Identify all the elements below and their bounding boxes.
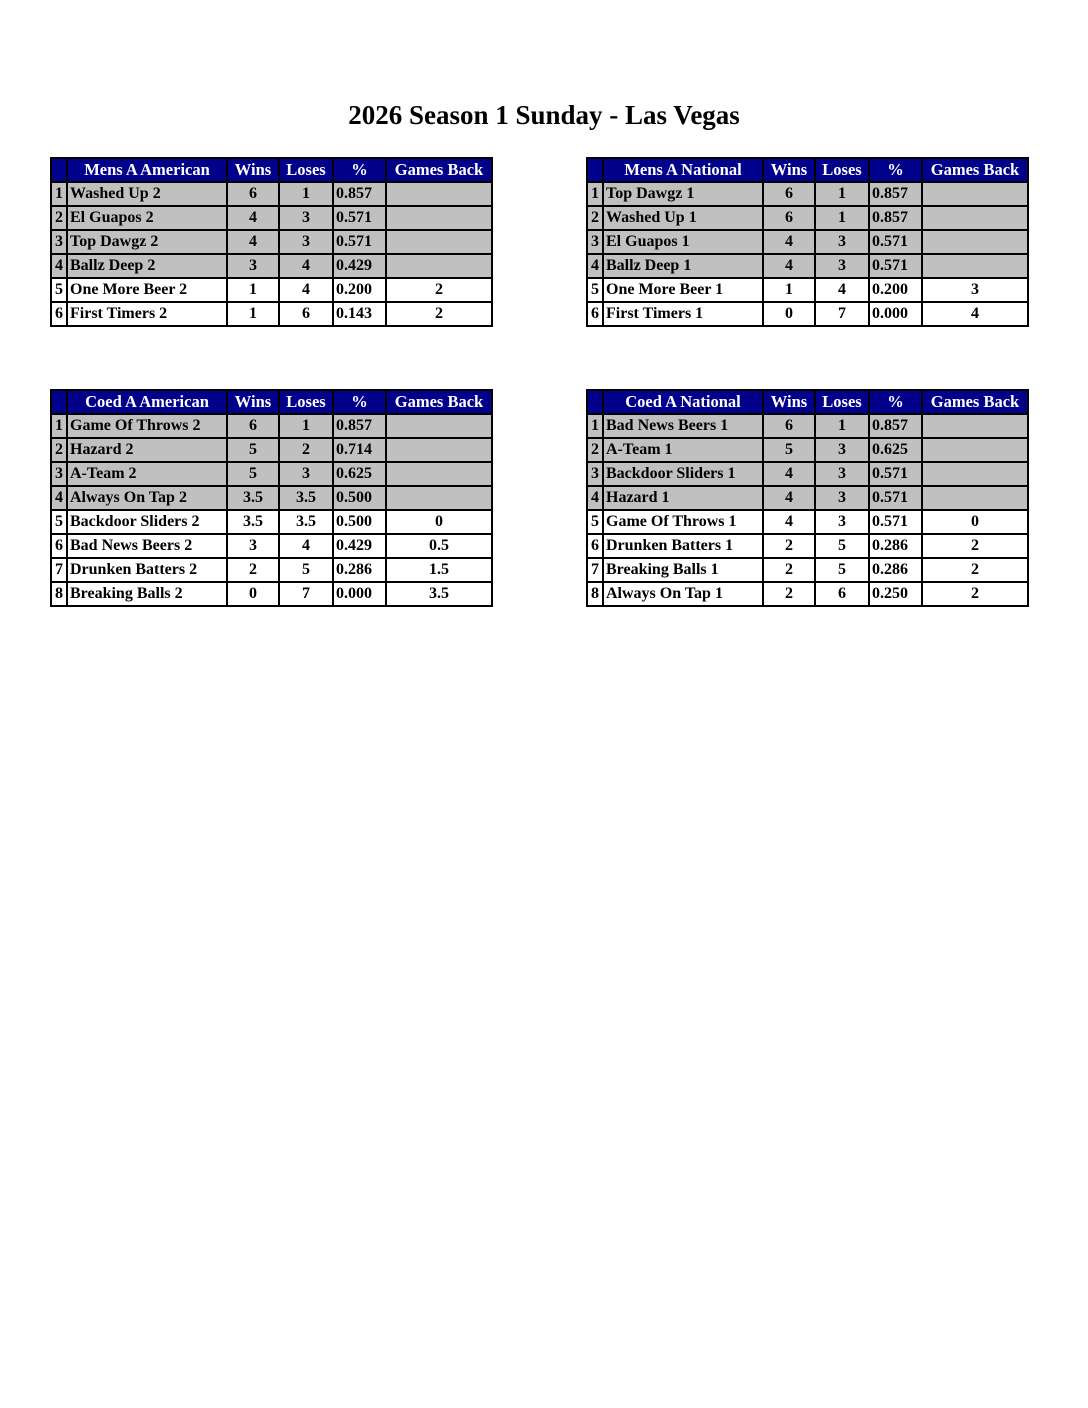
table-row	[51, 582, 492, 606]
table-row	[51, 486, 492, 510]
standings-table-mens-a-american	[50, 157, 493, 327]
rank-cell: 6	[587, 302, 603, 326]
standings-table-coed-a-american	[50, 389, 493, 607]
loses-cell: 3	[279, 230, 333, 254]
rank-cell: 4	[51, 486, 67, 510]
loses-cell: 5	[279, 558, 333, 582]
table-row	[587, 486, 1028, 510]
rank-cell: 3	[587, 462, 603, 486]
wins-cell: 5	[763, 438, 815, 462]
games-back-cell: 2	[922, 582, 1028, 606]
loses-cell: 3	[279, 462, 333, 486]
pct-cell: 0.250	[869, 582, 922, 606]
rank-cell: 2	[51, 206, 67, 230]
wins-cell: 1	[227, 278, 279, 302]
pct-cell: 0.143	[333, 302, 386, 326]
table-row	[51, 558, 492, 582]
rank-header	[51, 390, 67, 414]
games-back-header: Games Back	[386, 158, 492, 182]
wins-cell: 0	[227, 582, 279, 606]
games-back-cell: 2	[386, 278, 492, 302]
table-row	[51, 414, 492, 438]
team-name-cell: One More Beer 1	[603, 278, 763, 302]
rank-cell: 8	[587, 582, 603, 606]
loses-cell: 1	[815, 206, 869, 230]
pct-cell: 0.429	[333, 254, 386, 278]
table-row	[51, 206, 492, 230]
team-name-cell: First Timers 1	[603, 302, 763, 326]
table-row	[587, 414, 1028, 438]
games-back-cell	[922, 414, 1028, 438]
loses-cell: 3	[279, 206, 333, 230]
loses-cell: 6	[279, 302, 333, 326]
pct-cell: 0.286	[333, 558, 386, 582]
standings-table-mens-a-national	[586, 157, 1029, 327]
loses-cell: 1	[279, 414, 333, 438]
pct-header: %	[333, 158, 386, 182]
games-back-cell	[386, 438, 492, 462]
table-row	[51, 534, 492, 558]
rank-cell: 5	[51, 278, 67, 302]
table-row	[587, 462, 1028, 486]
team-name-cell: Breaking Balls 1	[603, 558, 763, 582]
team-name-cell: Top Dawgz 1	[603, 182, 763, 206]
pct-header: %	[333, 390, 386, 414]
table-header-row	[51, 158, 492, 182]
rank-cell: 3	[587, 230, 603, 254]
division-name: Mens A American	[67, 158, 227, 182]
team-name-cell: A-Team 1	[603, 438, 763, 462]
wins-cell: 3.5	[227, 510, 279, 534]
pct-cell: 0.200	[869, 278, 922, 302]
loses-cell: 2	[279, 438, 333, 462]
pct-header: %	[869, 158, 922, 182]
division-name: Coed A American	[67, 390, 227, 414]
pct-cell: 0.286	[869, 534, 922, 558]
wins-cell: 6	[227, 414, 279, 438]
loses-cell: 4	[815, 278, 869, 302]
wins-cell: 4	[763, 510, 815, 534]
team-name-cell: Hazard 2	[67, 438, 227, 462]
team-name-cell: Bad News Beers 1	[603, 414, 763, 438]
games-back-cell	[922, 182, 1028, 206]
rank-cell: 6	[587, 534, 603, 558]
games-back-cell	[386, 182, 492, 206]
table-row	[587, 182, 1028, 206]
wins-cell: 4	[763, 254, 815, 278]
rank-cell: 5	[587, 510, 603, 534]
table-row	[51, 462, 492, 486]
loses-cell: 3	[815, 486, 869, 510]
loses-cell: 3.5	[279, 510, 333, 534]
rank-cell: 7	[587, 558, 603, 582]
wins-cell: 6	[227, 182, 279, 206]
team-name-cell: Game Of Throws 1	[603, 510, 763, 534]
team-name-cell: First Timers 2	[67, 302, 227, 326]
wins-cell: 4	[227, 230, 279, 254]
division-name: Mens A National	[603, 158, 763, 182]
loses-cell: 3	[815, 510, 869, 534]
wins-header: Wins	[227, 390, 279, 414]
loses-cell: 1	[815, 182, 869, 206]
loses-cell: 4	[279, 534, 333, 558]
games-back-cell: 3.5	[386, 582, 492, 606]
table-row	[51, 438, 492, 462]
loses-cell: 3	[815, 230, 869, 254]
team-name-cell: Washed Up 2	[67, 182, 227, 206]
table-row	[587, 558, 1028, 582]
rank-cell: 5	[587, 278, 603, 302]
wins-cell: 4	[763, 462, 815, 486]
pct-cell: 0.857	[333, 182, 386, 206]
loses-cell: 3	[815, 254, 869, 278]
wins-cell: 4	[763, 230, 815, 254]
team-name-cell: Washed Up 1	[603, 206, 763, 230]
team-name-cell: A-Team 2	[67, 462, 227, 486]
rank-cell: 8	[51, 582, 67, 606]
team-name-cell: Always On Tap 1	[603, 582, 763, 606]
table-row	[587, 582, 1028, 606]
pct-cell: 0.857	[869, 206, 922, 230]
pct-header: %	[869, 390, 922, 414]
wins-cell: 1	[227, 302, 279, 326]
pct-cell: 0.500	[333, 486, 386, 510]
loses-cell: 1	[279, 182, 333, 206]
table-header-row	[587, 390, 1028, 414]
games-back-cell	[922, 206, 1028, 230]
games-back-cell: 0	[386, 510, 492, 534]
loses-cell: 5	[815, 558, 869, 582]
pct-cell: 0.200	[333, 278, 386, 302]
pct-cell: 0.000	[333, 582, 386, 606]
loses-cell: 4	[279, 254, 333, 278]
loses-cell: 3	[815, 462, 869, 486]
games-back-cell: 2	[922, 558, 1028, 582]
pct-cell: 0.857	[869, 182, 922, 206]
games-back-cell	[386, 206, 492, 230]
pct-cell: 0.286	[869, 558, 922, 582]
loses-cell: 3	[815, 438, 869, 462]
standings-table-coed-a-national	[586, 389, 1029, 607]
team-name-cell: Always On Tap 2	[67, 486, 227, 510]
table-row	[51, 278, 492, 302]
loses-cell: 6	[815, 582, 869, 606]
games-back-header: Games Back	[922, 390, 1028, 414]
team-name-cell: Bad News Beers 2	[67, 534, 227, 558]
games-back-cell	[922, 462, 1028, 486]
rank-cell: 4	[587, 486, 603, 510]
wins-cell: 2	[763, 534, 815, 558]
team-name-cell: Drunken Batters 1	[603, 534, 763, 558]
rank-cell: 3	[51, 230, 67, 254]
games-back-cell	[386, 486, 492, 510]
rank-cell: 1	[51, 182, 67, 206]
table-row	[51, 254, 492, 278]
table-header-row	[587, 158, 1028, 182]
games-back-cell: 0.5	[386, 534, 492, 558]
team-name-cell: Backdoor Sliders 1	[603, 462, 763, 486]
games-back-cell	[922, 486, 1028, 510]
table-row	[587, 254, 1028, 278]
team-name-cell: El Guapos 2	[67, 206, 227, 230]
table-header-row	[51, 390, 492, 414]
pct-cell: 0.571	[869, 462, 922, 486]
games-back-cell	[922, 230, 1028, 254]
pct-cell: 0.000	[869, 302, 922, 326]
pct-cell: 0.625	[869, 438, 922, 462]
wins-cell: 0	[763, 302, 815, 326]
wins-cell: 2	[227, 558, 279, 582]
games-back-cell	[386, 462, 492, 486]
rank-header	[587, 158, 603, 182]
team-name-cell: Ballz Deep 1	[603, 254, 763, 278]
loses-cell: 3.5	[279, 486, 333, 510]
wins-header: Wins	[763, 158, 815, 182]
rank-cell: 1	[587, 182, 603, 206]
rank-cell: 6	[51, 302, 67, 326]
wins-cell: 4	[227, 206, 279, 230]
wins-header: Wins	[227, 158, 279, 182]
wins-cell: 2	[763, 558, 815, 582]
rank-cell: 4	[51, 254, 67, 278]
rank-cell: 2	[51, 438, 67, 462]
games-back-cell	[922, 254, 1028, 278]
rank-cell: 5	[51, 510, 67, 534]
division-name: Coed A National	[603, 390, 763, 414]
team-name-cell: Game Of Throws 2	[67, 414, 227, 438]
games-back-cell: 3	[922, 278, 1028, 302]
pct-cell: 0.571	[333, 206, 386, 230]
rank-cell: 4	[587, 254, 603, 278]
table-row	[587, 534, 1028, 558]
wins-header: Wins	[763, 390, 815, 414]
games-back-cell: 2	[922, 534, 1028, 558]
team-name-cell: Drunken Batters 2	[67, 558, 227, 582]
loses-cell: 7	[279, 582, 333, 606]
games-back-cell: 4	[922, 302, 1028, 326]
wins-cell: 3	[227, 254, 279, 278]
games-back-cell	[922, 438, 1028, 462]
games-back-cell: 1.5	[386, 558, 492, 582]
wins-cell: 3	[227, 534, 279, 558]
rank-cell: 3	[51, 462, 67, 486]
table-row	[587, 438, 1028, 462]
rank-cell: 1	[51, 414, 67, 438]
rank-cell: 1	[587, 414, 603, 438]
games-back-cell	[386, 414, 492, 438]
team-name-cell: Backdoor Sliders 2	[67, 510, 227, 534]
loses-cell: 1	[815, 414, 869, 438]
pct-cell: 0.714	[333, 438, 386, 462]
table-row	[587, 510, 1028, 534]
table-row	[587, 302, 1028, 326]
rank-header	[587, 390, 603, 414]
pct-cell: 0.571	[869, 254, 922, 278]
table-row	[51, 302, 492, 326]
loses-cell: 5	[815, 534, 869, 558]
rank-cell: 2	[587, 438, 603, 462]
games-back-cell	[386, 230, 492, 254]
pct-cell: 0.500	[333, 510, 386, 534]
games-back-header: Games Back	[922, 158, 1028, 182]
loses-header: Loses	[279, 390, 333, 414]
table-row	[51, 182, 492, 206]
table-row	[51, 510, 492, 534]
games-back-header: Games Back	[386, 390, 492, 414]
wins-cell: 1	[763, 278, 815, 302]
loses-cell: 7	[815, 302, 869, 326]
team-name-cell: Hazard 1	[603, 486, 763, 510]
loses-header: Loses	[279, 158, 333, 182]
pct-cell: 0.571	[869, 486, 922, 510]
table-row	[51, 230, 492, 254]
rank-cell: 2	[587, 206, 603, 230]
pct-cell: 0.857	[869, 414, 922, 438]
wins-cell: 6	[763, 414, 815, 438]
loses-cell: 4	[279, 278, 333, 302]
wins-cell: 2	[763, 582, 815, 606]
loses-header: Loses	[815, 390, 869, 414]
page-title: 2026 Season 1 Sunday - Las Vegas	[348, 100, 740, 130]
wins-cell: 4	[763, 486, 815, 510]
team-name-cell: One More Beer 2	[67, 278, 227, 302]
pct-cell: 0.571	[333, 230, 386, 254]
wins-cell: 6	[763, 182, 815, 206]
pct-cell: 0.625	[333, 462, 386, 486]
table-row	[587, 230, 1028, 254]
wins-cell: 5	[227, 438, 279, 462]
rank-cell: 6	[51, 534, 67, 558]
table-row	[587, 206, 1028, 230]
table-row	[587, 278, 1028, 302]
rank-header	[51, 158, 67, 182]
games-back-cell: 0	[922, 510, 1028, 534]
wins-cell: 3.5	[227, 486, 279, 510]
games-back-cell	[386, 254, 492, 278]
pct-cell: 0.571	[869, 230, 922, 254]
wins-cell: 5	[227, 462, 279, 486]
team-name-cell: Ballz Deep 2	[67, 254, 227, 278]
team-name-cell: El Guapos 1	[603, 230, 763, 254]
team-name-cell: Breaking Balls 2	[67, 582, 227, 606]
rank-cell: 7	[51, 558, 67, 582]
wins-cell: 6	[763, 206, 815, 230]
pct-cell: 0.571	[869, 510, 922, 534]
pct-cell: 0.429	[333, 534, 386, 558]
loses-header: Loses	[815, 158, 869, 182]
games-back-cell: 2	[386, 302, 492, 326]
team-name-cell: Top Dawgz 2	[67, 230, 227, 254]
pct-cell: 0.857	[333, 414, 386, 438]
